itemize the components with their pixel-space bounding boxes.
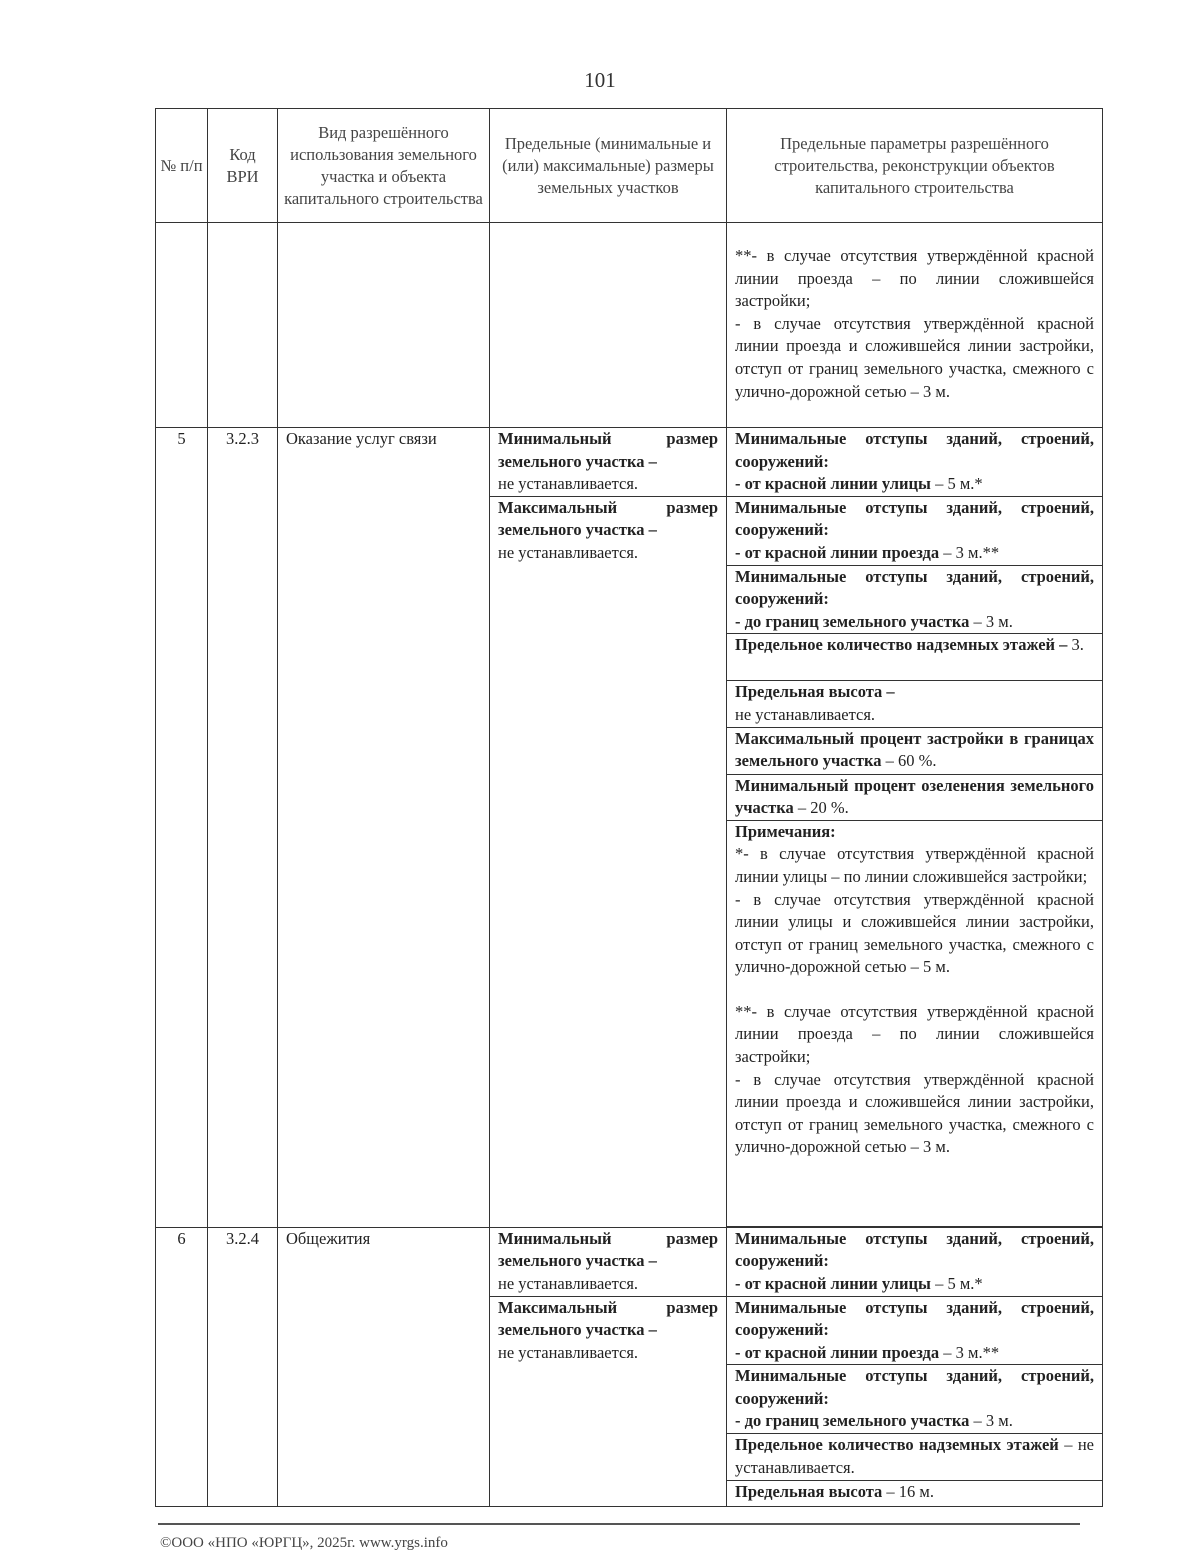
param-setbacks-street — [727, 1227, 1103, 1296]
min-size-cell — [490, 1227, 727, 1296]
param-label: Предельная высота — [735, 1482, 883, 1502]
min-size-label: Минимальный размер земельного участка – — [498, 1228, 718, 1271]
param-value: – 5 м.* — [930, 474, 983, 494]
max-size-label: Максимальный размер земельного участка – — [498, 1297, 718, 1340]
footer-copyright: ©ООО «НПО «ЮРГЦ», 2025г. www.yrgs.info — [160, 1535, 448, 1551]
row-code: 3.2.4 — [208, 1227, 278, 1506]
param-label: Максимальный процент застройки в границах земельного участка — [735, 728, 1094, 771]
param-value: – 3 м. — [969, 1411, 1013, 1431]
note-paragraph: - в случае отсутствия утверждённой красной линии проезда и сложившейся линии застройки, отступ от границ земельного участка, смежного с улично-дорожной сетью – 3 м. — [735, 313, 1094, 401]
param-value: 3. — [1067, 635, 1084, 655]
param-line: - от красной линии проезда — [735, 1342, 940, 1362]
param-value: – 3 м. — [969, 611, 1013, 631]
row-kind: Оказание услуг связи — [278, 428, 490, 1228]
cell-empty — [490, 223, 727, 428]
param-floors — [727, 1434, 1103, 1481]
param-label: Минимальные отступы зданий, строений, сооружений: — [735, 429, 1094, 471]
max-size-label: Максимальный размер земельного участка – — [498, 497, 718, 540]
header-code: Код ВРИ — [208, 109, 278, 223]
param-value: – 60 %. — [881, 751, 937, 771]
param-setbacks-street — [727, 428, 1103, 497]
param-setbacks-driveway — [727, 1296, 1103, 1365]
param-value: – 5 м.* — [930, 1273, 983, 1293]
max-size-cell — [490, 496, 727, 1227]
param-floors — [727, 634, 1103, 681]
param-value: – 3 м.** — [939, 1342, 1000, 1362]
row-kind: Общежития — [278, 1227, 490, 1506]
param-setbacks-driveway — [727, 496, 1103, 565]
param-label: Минимальные отступы зданий, строений, сооружений: — [735, 566, 1094, 609]
min-size-label: Минимальный размер земельного участка – — [498, 429, 718, 471]
note-paragraph: - в случае отсутствия утверждённой красной линии улицы и сложившейся линии застройки, отступ от границ земельного участка, смежного с улично-дорожной сетью – 5 м. — [735, 889, 1094, 977]
min-size-value: не устанавливается. — [498, 1273, 639, 1293]
table-row — [156, 223, 1103, 428]
param-value: – 20 %. — [793, 798, 849, 818]
row-number: 6 — [156, 1227, 208, 1506]
param-line: - от красной линии улицы — [735, 474, 931, 494]
param-line: - от красной линии улицы — [735, 1273, 931, 1293]
continuation-notes — [727, 223, 1103, 428]
max-size-value: не устанавливается. — [498, 542, 639, 562]
param-value: – 3 м.** — [939, 542, 1000, 562]
header-kind: Вид разрешённого использования земельного участка и объекта капитального строительства — [278, 109, 490, 223]
zoning-table — [155, 108, 1103, 1507]
param-max-coverage — [727, 727, 1103, 774]
row-number: 5 — [156, 428, 208, 1228]
page-number: 101 — [584, 68, 616, 92]
note-paragraph: *- в случае отсутствия утверждённой красной линии улицы – по линии сложившейся застройки; — [735, 844, 1094, 886]
note-paragraph: **- в случае отсутствия утверждённой красной линии проезда – по линии сложившейся застройки; — [735, 246, 1094, 311]
notes-title: Примечания: — [735, 821, 836, 841]
cell-empty — [278, 223, 490, 428]
param-line: - до границ земельного участка — [735, 611, 970, 631]
param-label: Минимальные отступы зданий, строений, сооружений: — [735, 497, 1094, 540]
param-line: - от красной линии проезда — [735, 542, 940, 562]
note-paragraph: **- в случае отсутствия утверждённой красной линии проезда – по линии сложившейся застройки; — [735, 1001, 1094, 1067]
param-value: – не устанавливается. — [735, 1435, 1094, 1477]
param-label: Минимальный процент озеленения земельного участка — [735, 775, 1094, 818]
header-params: Предельные параметры разрешённого строительства, реконструкции объектов капитального строительства — [727, 109, 1103, 223]
param-height — [727, 1481, 1103, 1507]
param-setbacks-boundary — [727, 1365, 1103, 1434]
param-value: не устанавливается. — [735, 704, 876, 724]
max-size-value: не устанавливается. — [498, 1342, 639, 1362]
min-size-cell — [490, 428, 727, 497]
notes-cell — [727, 820, 1103, 1226]
param-min-greening — [727, 774, 1103, 820]
param-setbacks-boundary — [727, 565, 1103, 634]
footer-divider — [158, 1523, 1080, 1525]
param-label: Предельное количество надземных этажей – — [735, 635, 1068, 655]
cell-empty — [156, 223, 208, 428]
param-label: Минимальные отступы зданий, строений, сооружений: — [735, 1228, 1094, 1271]
table-row — [156, 1227, 1103, 1296]
cell-empty — [208, 223, 278, 428]
param-label: Минимальные отступы зданий, строений, сооружений: — [735, 1366, 1094, 1408]
row-code: 3.2.3 — [208, 428, 278, 1228]
table-header-row — [156, 109, 1103, 223]
max-size-cell — [490, 1296, 727, 1507]
param-height — [727, 681, 1103, 727]
param-line: - до границ земельного участка — [735, 1411, 970, 1431]
param-value: – 16 м. — [882, 1482, 934, 1502]
param-label: Минимальные отступы зданий, строений, сооружений: — [735, 1297, 1094, 1340]
param-label: Предельная высота – — [735, 682, 895, 702]
note-paragraph: - в случае отсутствия утверждённой красной линии проезда и сложившейся линии застройки, отступ от границ земельного участка, смежного с улично-дорожной сетью – 3 м. — [735, 1069, 1094, 1157]
param-label: Предельное количество надземных этажей — [735, 1435, 1059, 1455]
header-sizes: Предельные (минимальные и (или) максимальные) размеры земельных участков — [490, 109, 727, 223]
header-num: № п/п — [156, 109, 208, 223]
table-row — [156, 428, 1103, 497]
min-size-value: не устанавливается. — [498, 474, 639, 494]
